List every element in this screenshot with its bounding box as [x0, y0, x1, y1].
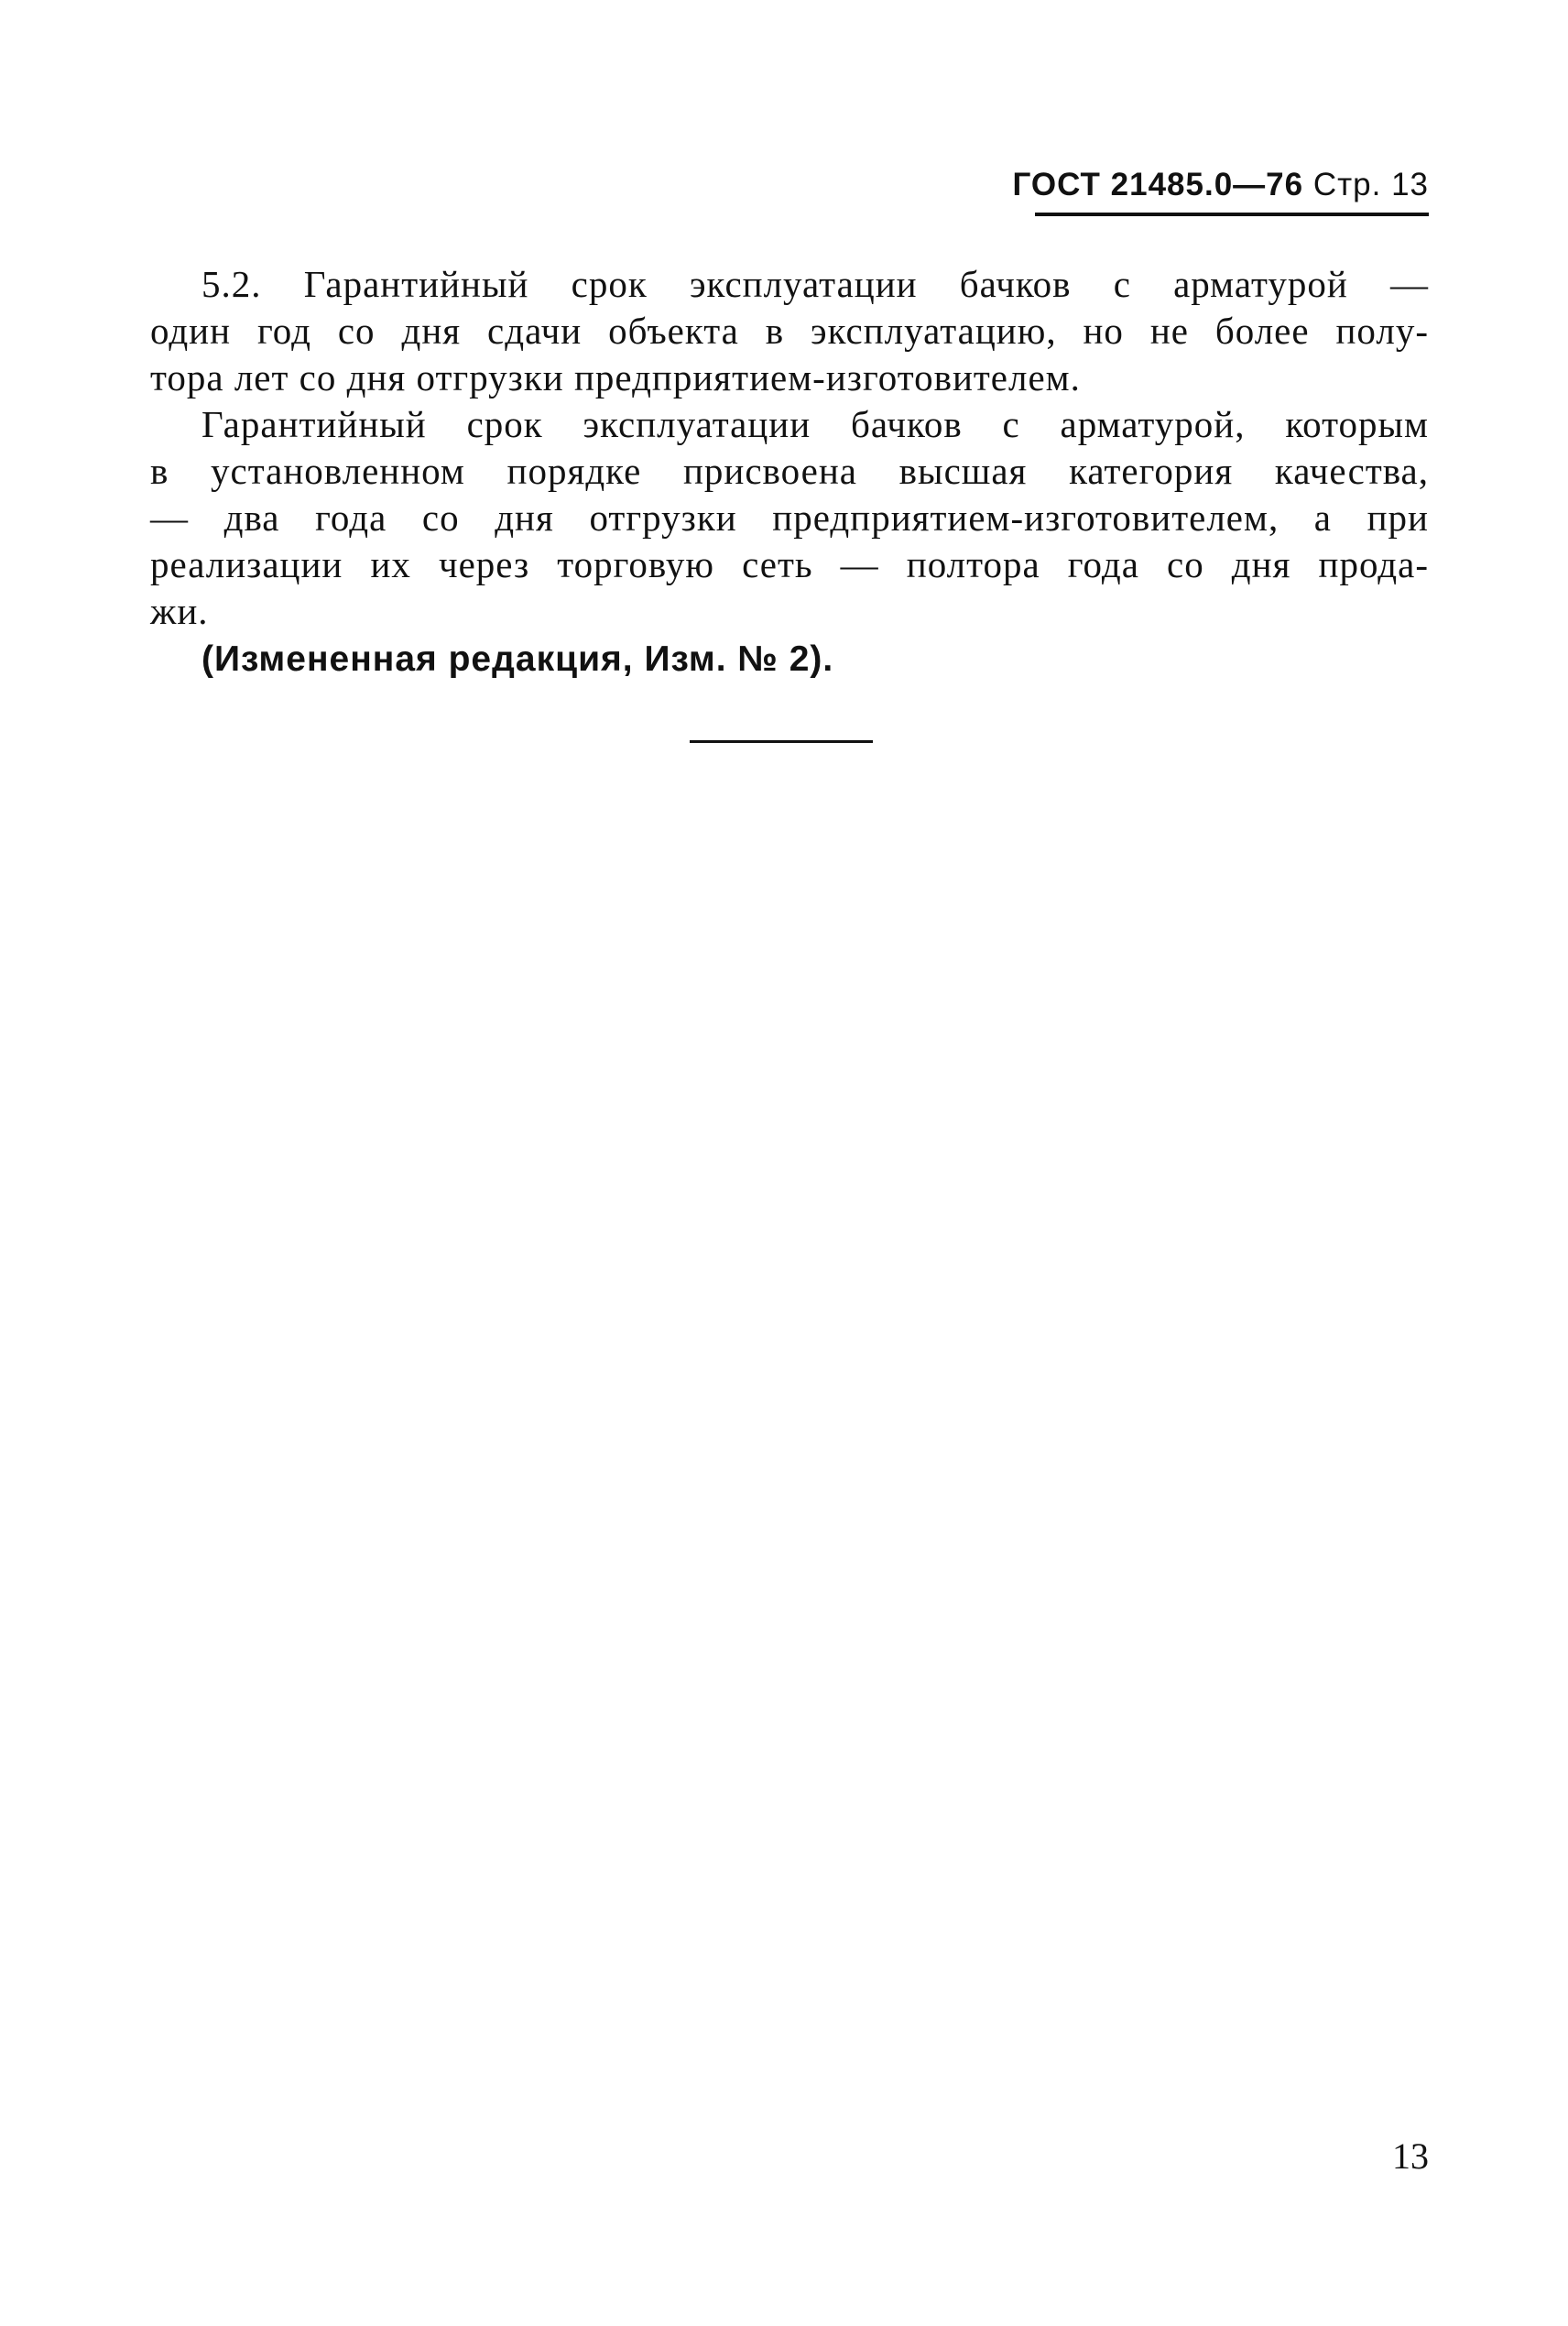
text-line: Гарантийный срок эксплуатации бачков с арматурой, которым [201, 403, 1429, 445]
text-line: тора лет со дня отгрузки предприятием-изготовителем. [150, 356, 1081, 399]
header-page-label: Стр. 13 [1312, 167, 1429, 202]
text-line: реализации их через торговую сеть — полтора года со дня прода- [150, 543, 1429, 585]
text-line: — два года со дня отгрузки предприятием-изготовителем, а при [150, 497, 1429, 539]
text-line: 5.2. Гарантийный срок эксплуатации бачков с арматурой — [201, 263, 1429, 305]
standard-number: ГОСТ 21485.0—76 [1012, 167, 1304, 202]
section-end-divider [690, 740, 873, 743]
amendment-note [150, 635, 1429, 683]
text-line: один год со дня сдачи объекта в эксплуатацию, но не более полу- [150, 310, 1429, 352]
document-body [150, 261, 1429, 683]
text-line: жи. [150, 590, 209, 632]
page-header [1013, 167, 1429, 203]
header-divider [1035, 213, 1429, 216]
amendment-note-text: (Измененная редакция, Изм. № 2). [201, 639, 834, 679]
text-line: в установленном порядке присвоена высшая категория качества, [150, 450, 1429, 492]
section-5-2 [150, 261, 1429, 401]
paragraph-warranty-quality [150, 401, 1429, 635]
page-number: 13 [1392, 2135, 1429, 2177]
